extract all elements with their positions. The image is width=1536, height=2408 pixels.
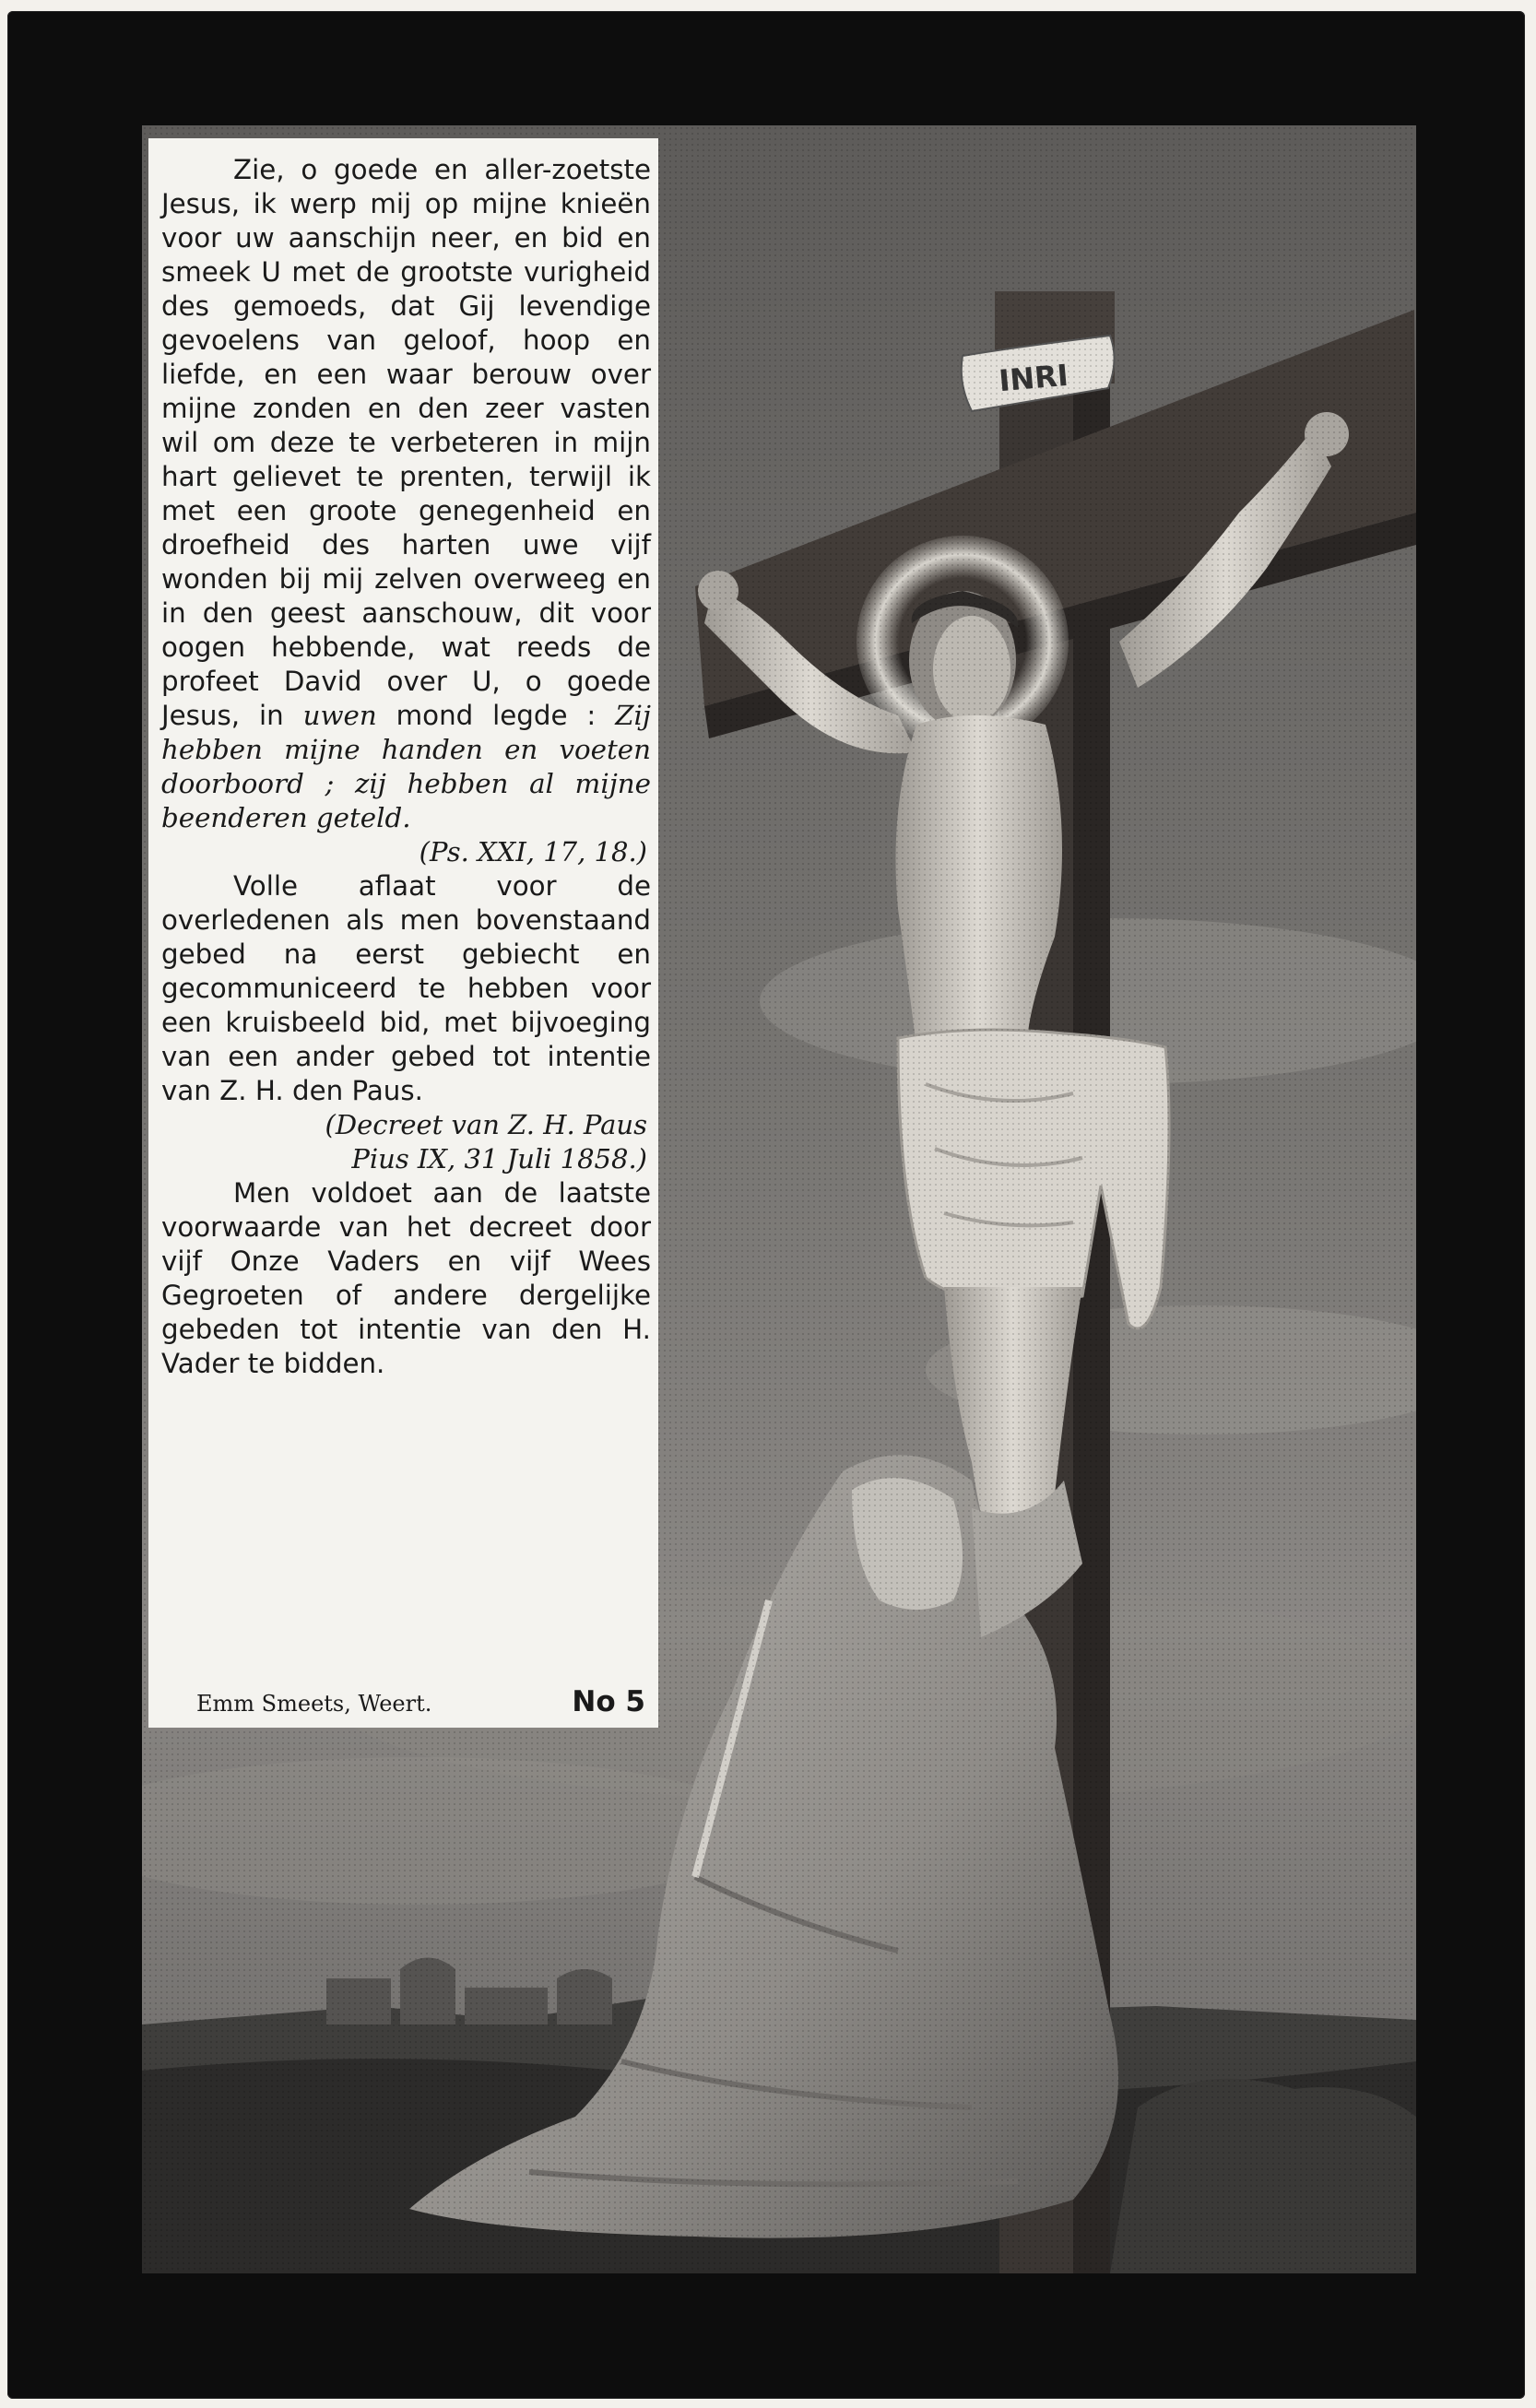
- condition-paragraph: Men voldoet aan de laatste voorwaarde van het decreet door vijf Onze Vaders en vijf Wees Gegroeten of andere dergelijke gebeden tot intentie van den H. Vader te bidden.: [161, 1177, 651, 1379]
- prayer-text-panel: [148, 138, 658, 1728]
- psalm-quote: Zij hebben mijne handen en voeten doorboord ; zij hebben al mijne beenderen geteld.: [161, 700, 651, 833]
- prayer-italic-word: uwen: [302, 700, 377, 731]
- indulgence-paragraph: Volle aflaat voor de overledenen als men bovenstaand gebed na eerst gebiecht en gecommuniceerd te hebben voor een kruisbeeld bid, met bijvoeging van een ander gebed tot intentie van Z. H. den Paus.: [161, 870, 651, 1106]
- card-footer: [196, 1685, 645, 1718]
- prayer-paragraph-1: [161, 153, 651, 835]
- card-number: No 5: [572, 1685, 645, 1718]
- memorial-card: [7, 11, 1525, 2399]
- printer-credit: Emm Smeets, Weert.: [196, 1691, 432, 1717]
- psalm-reference: (Ps. XXI, 17, 18.): [419, 836, 647, 868]
- decree-reference-line-1: (Decreet van Z. H. Paus: [325, 1109, 647, 1140]
- prayer-body: Zie, o goede en aller-zoetste Jesus, ik werp mij op mijne knieën voor uw aanschijn neer, en bid en smeek U met de grootste vurigheid des gemoeds, dat Gij levendige gevoelens van geloof, hoop en liefde, en een waar berouw over mijne zonden en den zeer vasten wil om deze te verbeteren in mijn hart gelievet te prenten, terwijl ik met een groote genegenheid en droefheid des harten uwe vijf wonden bij mij zelven overweeg en in den geest aanschouw, dit voor oogen hebbende, wat reeds de profeet David over U, o goede Jesus, in: [161, 154, 651, 731]
- prayer-connector: mond legde :: [376, 700, 616, 731]
- decree-reference-line-2: Pius IX, 31 Juli 1858.): [351, 1143, 647, 1174]
